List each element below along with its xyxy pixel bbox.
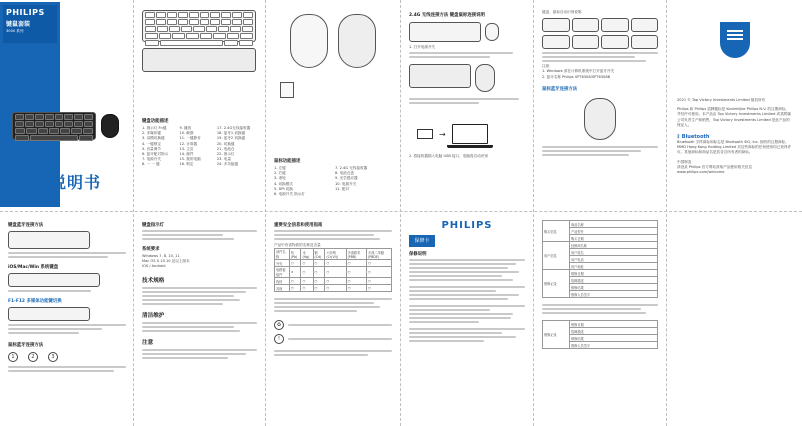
kb-list-2 [179,126,212,168]
table-row [543,221,658,228]
section-label: 维修记录 [543,321,570,349]
sys-item: iOS / Android [142,264,166,269]
safety-panel [268,216,398,422]
table-cell: 其他 [275,285,290,292]
arrow-right-icon: → [439,129,446,139]
mouse-list-1 [274,166,331,197]
product-name: 键鼠套装 [6,21,31,28]
list-item: 17. 2.4G无线接收器 [216,126,251,130]
keyboard-bt-heading: 键盘蓝牙连接方法 [8,223,44,228]
key-diagram [601,18,629,32]
warranty-panel [403,216,531,422]
form-field: 用户电话 [570,256,658,263]
table-header: 多溴联苯(PBB) [346,249,366,260]
table-cell: ○ [367,285,392,292]
list-item: 10. 电源开关 [335,181,357,186]
key-diagram [542,18,570,32]
table-row [275,285,392,292]
connection-note: 1. 打开电源开关 [409,45,436,49]
table-cell: 电路板组件 [275,267,290,278]
bluetooth-mouse-heading: 鼠标蓝牙连接方法 [542,86,578,92]
list-item: 24. 多功能键 [216,162,239,167]
mouse-underside-diagram [475,64,495,92]
list-item: 11. 配对 [335,186,350,191]
table-cell: ○ [325,278,346,285]
list-item: 10. 截图 [179,131,194,136]
list-item: 8. 一 一 键 [142,162,160,167]
list-item: 13. 主页 [179,146,194,151]
recognition-title: 键盘、鼠标自动识别说明 [542,10,582,14]
form-field: 维修日期 [570,321,658,328]
sys-item: Windows 7, 8, 10, 11 [142,254,180,258]
table-cell: ○ [367,260,392,267]
key-diagram [631,35,659,49]
receiver-diagram [280,82,294,98]
connection-panel [403,2,531,207]
philips-badge [3,5,57,43]
form-field: 商品名称 [570,221,658,228]
note-line: 2. 蓝牙名称 Philips SPT6308/SPT6308B [542,74,611,79]
list-item: 5. DPI 切换 [274,186,293,191]
mouse-description-panel [268,2,398,207]
clean-heading: 清洁维护 [142,312,165,319]
table-cell: 外壳 [275,260,290,267]
warranty-form-2 [542,320,658,349]
form-field: 维修人员签字 [570,342,658,349]
key-diagram [572,35,600,49]
table-row [543,321,658,328]
table-row [275,267,392,278]
list-item: 16. 锁定 [179,162,194,167]
list-item: 7. 2.4G 无线接收器 [335,166,368,170]
table-cell: × [289,267,301,278]
keyboard-small-diagram [409,22,481,42]
table-cell: ○ [313,260,325,267]
manual-title: 使用说明书 [16,173,102,192]
list-item: 4. 一键锁定 [142,141,161,146]
list-item: 3. 双模切换键 [142,136,165,141]
mouse-small-diagram [485,23,499,41]
mouse-top-diagram [290,14,328,68]
key-diagram [8,307,90,321]
table-cell: ○ [301,267,313,278]
key-diagram [631,18,659,32]
warranty-header [409,220,525,231]
warranty-form [542,220,658,298]
table-header: 铅(Pb) [289,249,301,260]
table-cell: ○ [313,278,325,285]
website-text: 请登录 Philips 官方网站获取产品使用相关信息 [677,164,752,169]
mouse-bottom-diagram [338,14,376,68]
list-item: 6. 蓝牙配对指示 [142,152,169,157]
list-item: 11. 一键静音 [179,136,201,141]
section-label: 购买信息 [543,221,570,242]
keyboard-illustration [12,112,96,140]
hazard-subheading: 产品中有害物质的名称及含量 [274,243,321,247]
system-heading: 系统要求 [142,247,160,252]
mouse-bt-heading: 鼠标蓝牙连接方法 [8,343,44,348]
table-cell: ○ [289,260,301,267]
kb-list-3 [217,126,257,168]
bluetooth-icon: ᛒ [677,134,681,141]
specs-panel [136,216,263,422]
table-cell: 线材 [275,278,290,285]
recycle-icon: ♻ [274,320,284,330]
indicator-heading: 键盘指示灯 [142,223,164,228]
kb-list-1 [142,126,175,168]
table-cell: ○ [367,278,392,285]
laptop-icon [452,124,488,144]
table-header: 镉(Cd) [313,249,325,260]
form-field: 故障描述 [570,277,658,284]
table-cell: ○ [367,267,392,278]
key-diagram [8,231,90,249]
key-diagram [542,35,570,49]
list-item: 6. 电源开关 指示灯 [274,192,305,197]
table-cell: ○ [289,278,301,285]
bluetooth-text: Bluetooth 字样商标和标志是 Bluetooth SIG, Inc. 拥有的注册商标，MMD Hong Kong Holding Limited 对这些商标的任何使用均已获得许可。其他商标和商品名是其各自所有者的商标。 [677,140,792,155]
fkeys-heading: F1-F12 多媒体功能键切换 [8,299,62,304]
list-item: 22. 指示灯 [216,152,235,157]
table-cell: ○ [301,278,313,285]
sys-item: Mac OS X 10.10 及以上版本 [142,259,190,264]
form-field: 维修人员签字 [570,291,658,298]
list-item: 2. 右键 [274,171,286,176]
table-cell: ○ [301,285,313,292]
safety-heading: 重要安全信息和使用指南 [274,223,323,228]
step-icon: 3 [48,352,58,362]
table-cell: ○ [346,285,366,292]
table-cell: ○ [346,278,366,285]
list-item: 1. 指示灯 Fn键 [142,126,167,130]
form-field: 维修结果 [570,335,658,342]
copyright-panel [669,2,800,207]
mouse-illustration [101,114,119,138]
list-item: 23. 电量 [216,157,231,162]
table-cell: ○ [325,260,346,267]
brand-logo: PHILIPS [6,8,45,17]
warning-icon: ! [274,334,284,344]
list-item: 9. 光学感应器 [335,176,358,181]
keyboard-underside-diagram [409,64,471,88]
table-row [275,249,392,260]
list-item: 2. 多媒体键 [142,131,161,136]
key-diagram [601,35,629,49]
note-line: 1. Windows 请在计算机系统中打开蓝牙开关 [542,69,615,74]
form-field: 用户地址 [570,263,658,270]
trademark-text: Philips 和 Philips 盾牌徽标是 Koninklijke Philips N.V. 的注册商标，并经许可使用。本产品由 Top Victory Investments Limited 或其附属公司负责生产和销售，Top Victory Investments Limited 是此产品的保证人。 [677,107,791,127]
warranty-badge [409,235,435,247]
keyboard-bt-panel [2,216,132,422]
keyboard-heading: 键盘功能描述 [142,119,169,124]
form-field: 故障描述 [570,328,658,335]
step-icon: 2 [28,352,38,362]
list-item: 8. 电池仓盖 [335,171,354,176]
section-label: 维修记录 [543,270,570,298]
table-cell: ○ [313,285,325,292]
keyboard-diagram-bottom [142,48,256,72]
form-field: 购买日期 [570,235,658,242]
table-header: 汞(Hg) [301,249,313,260]
spec-heading: 技术规格 [142,277,165,284]
hazard-table [274,248,392,292]
form-field: 经销商名称 [570,242,658,249]
table-cell: ○ [346,260,366,267]
connection-heading: 2.4G 无线连接方法 键盘鼠标连接说明 [409,13,485,18]
key-diagram [572,18,600,32]
table-cell: ○ [289,285,301,292]
keyboard-diagram-top [142,10,256,42]
blank-panel [669,216,800,422]
note-heading: 注意 [142,339,154,346]
table-cell: ○ [325,285,346,292]
table-row [543,242,658,249]
website-url: www.philips.com/welcome [677,170,725,175]
mouse-heading: 鼠标功能描述 [274,159,301,164]
section-label: 用户信息 [543,242,570,270]
table-cell: ○ [313,267,325,278]
philips-shield-icon [720,22,750,58]
product-series: 3000 系列 [6,29,24,33]
warranty-heading: 保修说明 [409,252,427,257]
bluetooth-wordmark: Bluetooth [681,134,710,141]
mouse-list-2 [335,166,392,197]
table-header: 多溴二苯醚(PBDE) [367,249,392,260]
list-item: 9. 播放 [179,126,192,130]
table-row [275,278,392,285]
table-header: 六价铬(Cr(VI)) [325,249,346,260]
list-item: 3. 滚轮 [274,176,286,181]
list-item: 18. 蓝牙1 切换键 [216,131,246,136]
step-icon: 1 [8,352,18,362]
form-field: 维修结果 [570,284,658,291]
ios-heading: iOS/Mac/Win 系统键盘 [8,265,59,270]
table-cell: ○ [325,267,346,278]
usb-receiver-diagram [417,129,433,139]
connection-caption: 2. 将接收器插入电脑 USB 接口，电脑将自动识别 [409,154,488,159]
mouse-bottom-bt-diagram [584,98,616,140]
list-item: 7. 电源开关 [142,157,161,162]
note-label: 注意： [542,64,553,69]
copyright-text: 2021 © Top Victory Investments Limited 版权所有 [677,98,766,102]
list-item: 4. 切换模式 [274,181,293,186]
warranty-badge-label: 保修卡 [414,238,430,244]
table-row [275,260,392,267]
keyboard-description-panel [136,2,263,207]
made-in-text: 中国制造 [677,159,692,164]
list-item: 15. 我的电脑 [179,157,201,162]
list-item: 5. 音量调节 [142,146,161,151]
list-item: 20. 切换键 [216,141,235,146]
brand-logo: PHILIPS [441,220,493,231]
warranty-card-panel [536,216,664,422]
cover-panel [0,2,133,207]
recognition-panel [536,2,664,207]
form-field: 产品型号 [570,228,658,235]
table-header: 部件名称 [275,249,290,260]
list-item: 12. 计算器 [179,141,198,146]
form-field: 维修日期 [570,270,658,277]
table-cell: ○ [301,260,313,267]
form-field: 用户姓名 [570,249,658,256]
list-item: 1. 左键 [274,166,286,170]
list-item: 14. 邮件 [179,152,194,157]
list-item: 21. 电池仓 [216,146,235,151]
key-diagram [8,273,100,287]
table-cell: ○ [346,267,366,278]
list-item: 19. 蓝牙2 切换键 [216,136,246,141]
table-row [543,270,658,277]
